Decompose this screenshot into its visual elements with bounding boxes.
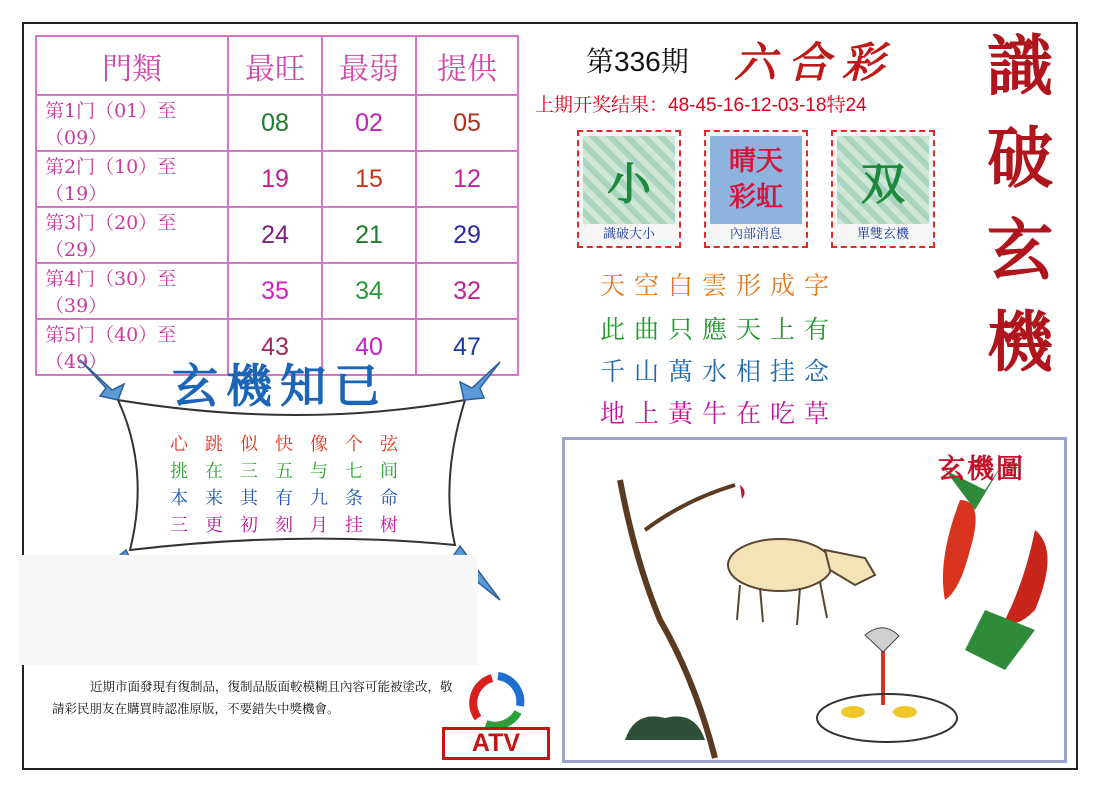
header-provide: 提供 xyxy=(416,36,518,95)
atv-logo-text: ATV xyxy=(442,727,550,760)
table-row xyxy=(36,207,518,263)
row-label: 第1门（01）至（09） xyxy=(36,95,228,151)
header-category: 門類 xyxy=(36,36,228,95)
vertical-title-char: 玄 xyxy=(987,211,1053,289)
poem-line: 千山萬水相挂念 xyxy=(600,357,839,386)
weak-cell: 15 xyxy=(322,151,416,207)
box-art xyxy=(837,136,929,224)
blank-area xyxy=(18,555,478,665)
header-hot: 最旺 xyxy=(228,36,322,95)
issue-number: 第336期 xyxy=(586,46,689,77)
scroll-line: 心跳似快像个弦 xyxy=(170,434,415,455)
weak-cell: 02 xyxy=(322,95,416,151)
vertical-title-char: 破 xyxy=(987,119,1053,197)
gold-ingot-icon xyxy=(841,706,865,718)
box-art-text xyxy=(710,136,802,224)
number-table xyxy=(35,35,519,376)
provide-cell: 32 xyxy=(416,263,518,319)
provide-cell: 05 xyxy=(416,95,518,151)
vertical-title xyxy=(970,20,1070,388)
box-art xyxy=(710,136,802,224)
row-label: 第4门（30）至（39） xyxy=(36,263,228,319)
pepper-icon xyxy=(943,460,1048,670)
poem-line: 此曲只應天上有 xyxy=(600,315,839,344)
row-label: 第5门（40）至（49） xyxy=(36,319,228,375)
provide-cell: 47 xyxy=(416,319,518,375)
scroll-line: 挑在三五与七间 xyxy=(170,461,415,482)
hot-cell: 43 xyxy=(228,319,322,375)
poem-line: 天空白雲形成字 xyxy=(600,271,839,300)
previous-result: 上期开奖结果：48-45-16-12-03-18特24 xyxy=(535,95,867,116)
box-odd-even xyxy=(831,130,935,248)
vertical-title-char: 識 xyxy=(987,27,1053,105)
hot-cell: 35 xyxy=(228,263,322,319)
brand-title: 六合彩 xyxy=(734,38,897,87)
scroll-line: 三更初刻月挂树 xyxy=(170,515,415,536)
row-label: 第2门（10）至（19） xyxy=(36,151,228,207)
header-weak: 最弱 xyxy=(322,36,416,95)
box-inside-news xyxy=(704,130,808,248)
box-caption: 內部消息 xyxy=(729,227,782,242)
box-caption: 識破大小 xyxy=(602,227,655,242)
box-size xyxy=(577,130,681,248)
weak-cell: 34 xyxy=(322,263,416,319)
scroll-title: 玄機知已 xyxy=(172,359,388,413)
box-art-text: 双 xyxy=(861,159,905,210)
table-row xyxy=(36,95,518,151)
provide-cell: 29 xyxy=(416,207,518,263)
hot-cell: 24 xyxy=(228,207,322,263)
box-art-line: 晴天 xyxy=(729,146,783,177)
box-art-text: 小 xyxy=(607,159,651,210)
box-caption: 單雙玄機 xyxy=(856,227,909,242)
weak-cell: 21 xyxy=(322,207,416,263)
notice-text: 近期市面發現有復制品，復制品版面較模糊且內容可能被塗改，敬請彩民朋友在購買時認准原版，不要錯失中獎機會。 xyxy=(52,679,453,716)
box-art-line: 彩虹 xyxy=(729,182,783,213)
poem-line: 地上黃牛在吃草 xyxy=(600,399,839,428)
scroll-line: 本来其有九条命 xyxy=(170,488,415,509)
table-row xyxy=(36,151,518,207)
table-row xyxy=(36,263,518,319)
row-label: 第3门（20）至（29） xyxy=(36,207,228,263)
box-art xyxy=(583,136,675,224)
gold-ingot-icon xyxy=(893,706,917,718)
hot-cell: 19 xyxy=(228,151,322,207)
hot-cell: 08 xyxy=(228,95,322,151)
table-header-row xyxy=(36,36,518,95)
cow-icon xyxy=(728,539,875,625)
weak-cell: 40 xyxy=(322,319,416,375)
provide-cell: 12 xyxy=(416,151,518,207)
riddle-illustration xyxy=(565,440,1064,760)
picture-label: 玄機圖 xyxy=(938,454,1025,485)
vertical-title-char: 機 xyxy=(987,303,1053,381)
